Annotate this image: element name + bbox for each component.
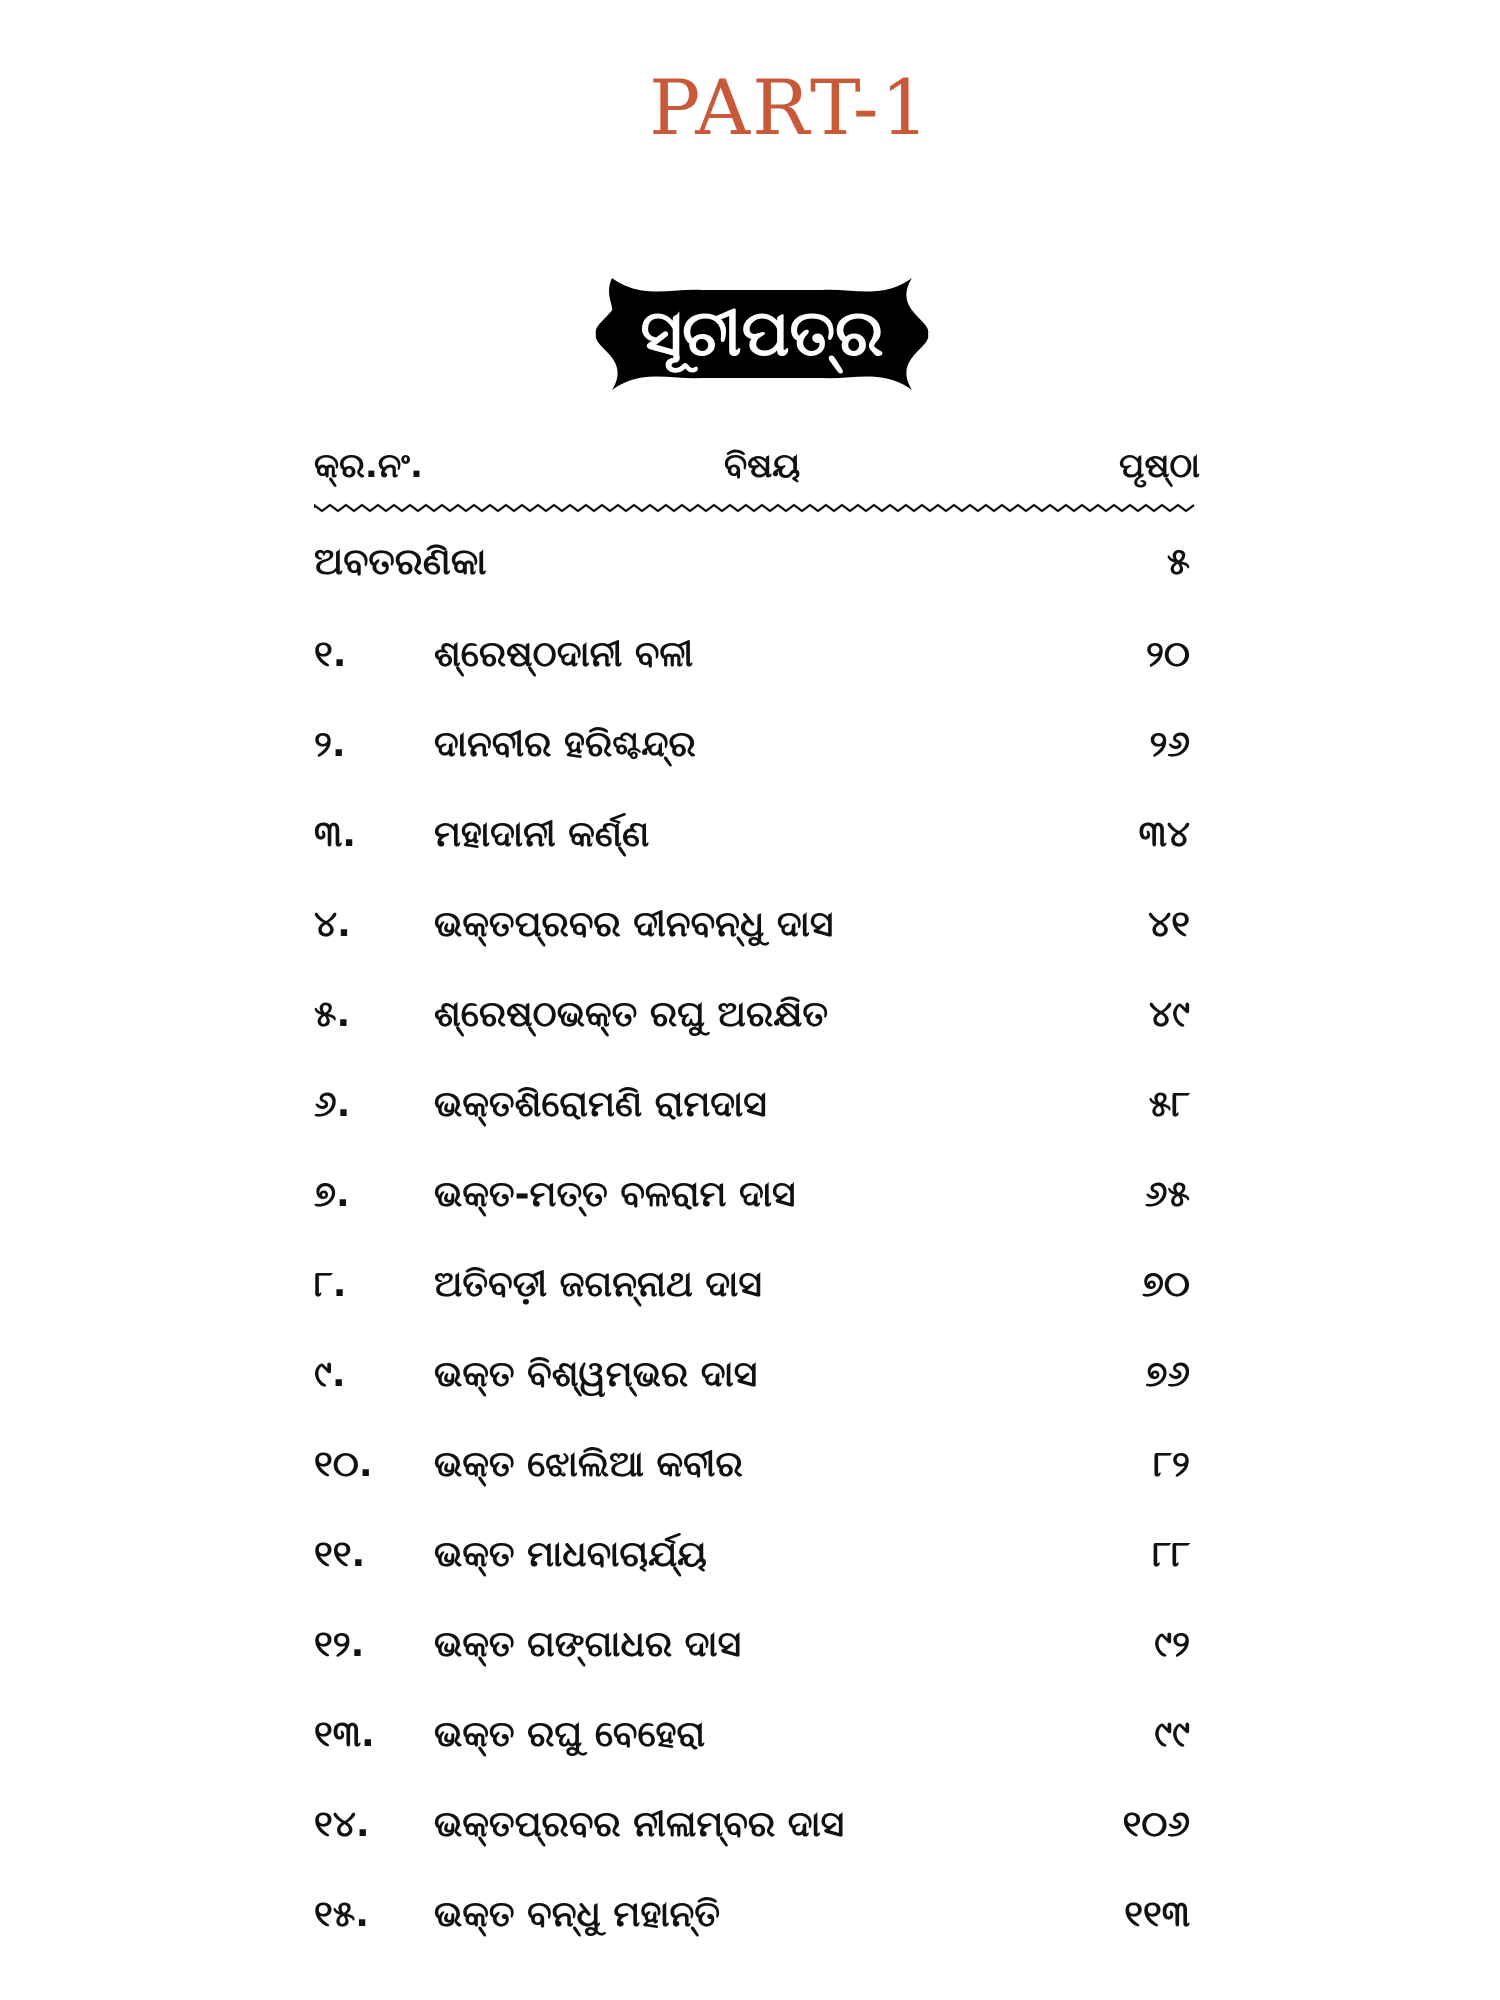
toc-row-page: ୩୪: [1138, 814, 1190, 855]
toc-row-subject: ଭକ୍ତ-ମତ୍ତ ବଳରାମ ଦାସ: [434, 1174, 796, 1215]
toc-row-page: ୮୮: [1152, 1534, 1190, 1575]
toc-row-number: ୧.: [314, 634, 347, 675]
toc-row-number: ୧୪.: [314, 1804, 370, 1845]
toc-row-subject: ମହାଦାନୀ କର୍ଣ୍ଣ: [434, 814, 650, 855]
toc-row-number: ୮.: [314, 1264, 347, 1305]
toc-row-number: ୧୩.: [314, 1714, 375, 1755]
toc-row-number: ୧୧.: [314, 1534, 366, 1575]
toc-row-number: ୨.: [314, 724, 346, 765]
toc-row-number: ୧୫.: [314, 1894, 369, 1935]
toc-row[interactable]: [314, 1420, 1200, 1510]
toc-row[interactable]: [314, 880, 1200, 970]
header-serial-number: କ୍ର.ନଂ.: [314, 446, 423, 486]
toc-row[interactable]: [314, 1870, 1200, 1960]
toc-row-page: ୮୨: [1153, 1444, 1190, 1485]
toc-row-number: ୫.: [314, 994, 351, 1035]
toc-row-page: ୨୦: [1146, 634, 1190, 675]
toc-header: [314, 440, 1200, 510]
toc-row-number: ୬.: [314, 1084, 351, 1125]
toc-row-number: ୩.: [314, 814, 356, 855]
toc-row[interactable]: [314, 1060, 1200, 1150]
toc-row-subject: ଅବତରଣିକା: [314, 540, 487, 583]
toc-row[interactable]: [314, 1780, 1200, 1870]
contents-banner: [592, 270, 932, 398]
toc-row-subject: ଭକ୍ତପ୍ରବର ନୀଳାମ୍ବର ଦାସ: [434, 1804, 845, 1845]
toc-row-number: ୧୨.: [314, 1624, 365, 1665]
toc-row-number: ୪.: [314, 904, 351, 945]
toc-row-number: ୧୦.: [314, 1444, 373, 1485]
toc-row-subject: ଅତିବଡ଼ୀ ଜଗନ୍ନାଥ ଦାସ: [434, 1264, 762, 1305]
toc-row[interactable]: [314, 1510, 1200, 1600]
toc-row-subject: ଭକ୍ତ ରଘୁ ବେହେରା: [434, 1714, 706, 1755]
toc-row-subject: ଭକ୍ତପ୍ରବର ଦୀନବନ୍ଧୁ ଦାସ: [434, 904, 834, 945]
table-of-contents: [314, 440, 1200, 1960]
toc-row[interactable]: [314, 1330, 1200, 1420]
toc-row-page: ୧୦୬: [1122, 1804, 1190, 1845]
toc-row-page: ୨୬: [1149, 724, 1190, 765]
toc-row-page: ୬୫: [1144, 1174, 1190, 1215]
part-title: PART-1: [649, 63, 931, 152]
toc-row-subject: ଭକ୍ତ ମାଧବାଚାର୍ଯ୍ୟ: [434, 1534, 707, 1575]
toc-row-page: ୫୮: [1148, 1084, 1190, 1125]
toc-row[interactable]: [314, 1240, 1200, 1330]
toc-row-subject: ଭକ୍ତଶିରୋମଣି ରାମଦାସ: [434, 1084, 767, 1125]
contents-banner-title: ସୂଚୀପତ୍ର: [640, 297, 884, 371]
toc-row-page: ୪୧: [1148, 904, 1190, 945]
toc-row-subject: ଦାନବୀର ହରିଶ୍ଚନ୍ଦ୍ର: [434, 724, 696, 765]
toc-row[interactable]: [314, 610, 1200, 700]
toc-row-page: ୯୨: [1154, 1624, 1190, 1665]
toc-row-number: ୭.: [314, 1174, 350, 1215]
toc-row-page: ୭୬: [1145, 1354, 1190, 1395]
toc-row[interactable]: [314, 1690, 1200, 1780]
toc-row-page: ୫: [1166, 540, 1190, 583]
toc-row[interactable]: [314, 1150, 1200, 1240]
header-page: ପୃଷ୍ଠା: [1119, 446, 1200, 486]
toc-rows: [314, 610, 1200, 1960]
toc-row-page: ୪୯: [1149, 994, 1190, 1035]
toc-row-introduction[interactable]: [314, 528, 1200, 610]
toc-row-subject: ଭକ୍ତ ଗଙ୍ଗାଧର ଦାସ: [434, 1624, 742, 1665]
toc-row-subject: ଶ୍ରେଷ୍ଠଭକ୍ତ ରଘୁ ଅରକ୍ଷିତ: [434, 994, 828, 1035]
toc-row-number: ୯.: [314, 1354, 346, 1395]
toc-row-page: ୯୯: [1154, 1714, 1190, 1755]
toc-row[interactable]: [314, 970, 1200, 1060]
toc-row-subject: ଭକ୍ତ ଝୋଲିଆ କବୀର: [434, 1444, 743, 1485]
toc-row-subject: ଭକ୍ତ ବିଶ୍ୱମ୍ଭର ଦାସ: [434, 1354, 758, 1395]
toc-row-subject: ଭକ୍ତ ବନ୍ଧୁ ମହାନ୍ତି: [434, 1894, 720, 1935]
toc-row[interactable]: [314, 790, 1200, 880]
toc-row[interactable]: [314, 700, 1200, 790]
toc-row[interactable]: [314, 1600, 1200, 1690]
toc-row-page: ୭୦: [1141, 1264, 1190, 1305]
header-subject: ବିଷୟ: [724, 446, 801, 486]
toc-row-page: ୧୧୩: [1124, 1894, 1190, 1935]
wavy-divider: [314, 502, 1200, 514]
toc-row-subject: ଶ୍ରେଷ୍ଠଦାନୀ ବଳୀ: [434, 634, 694, 675]
